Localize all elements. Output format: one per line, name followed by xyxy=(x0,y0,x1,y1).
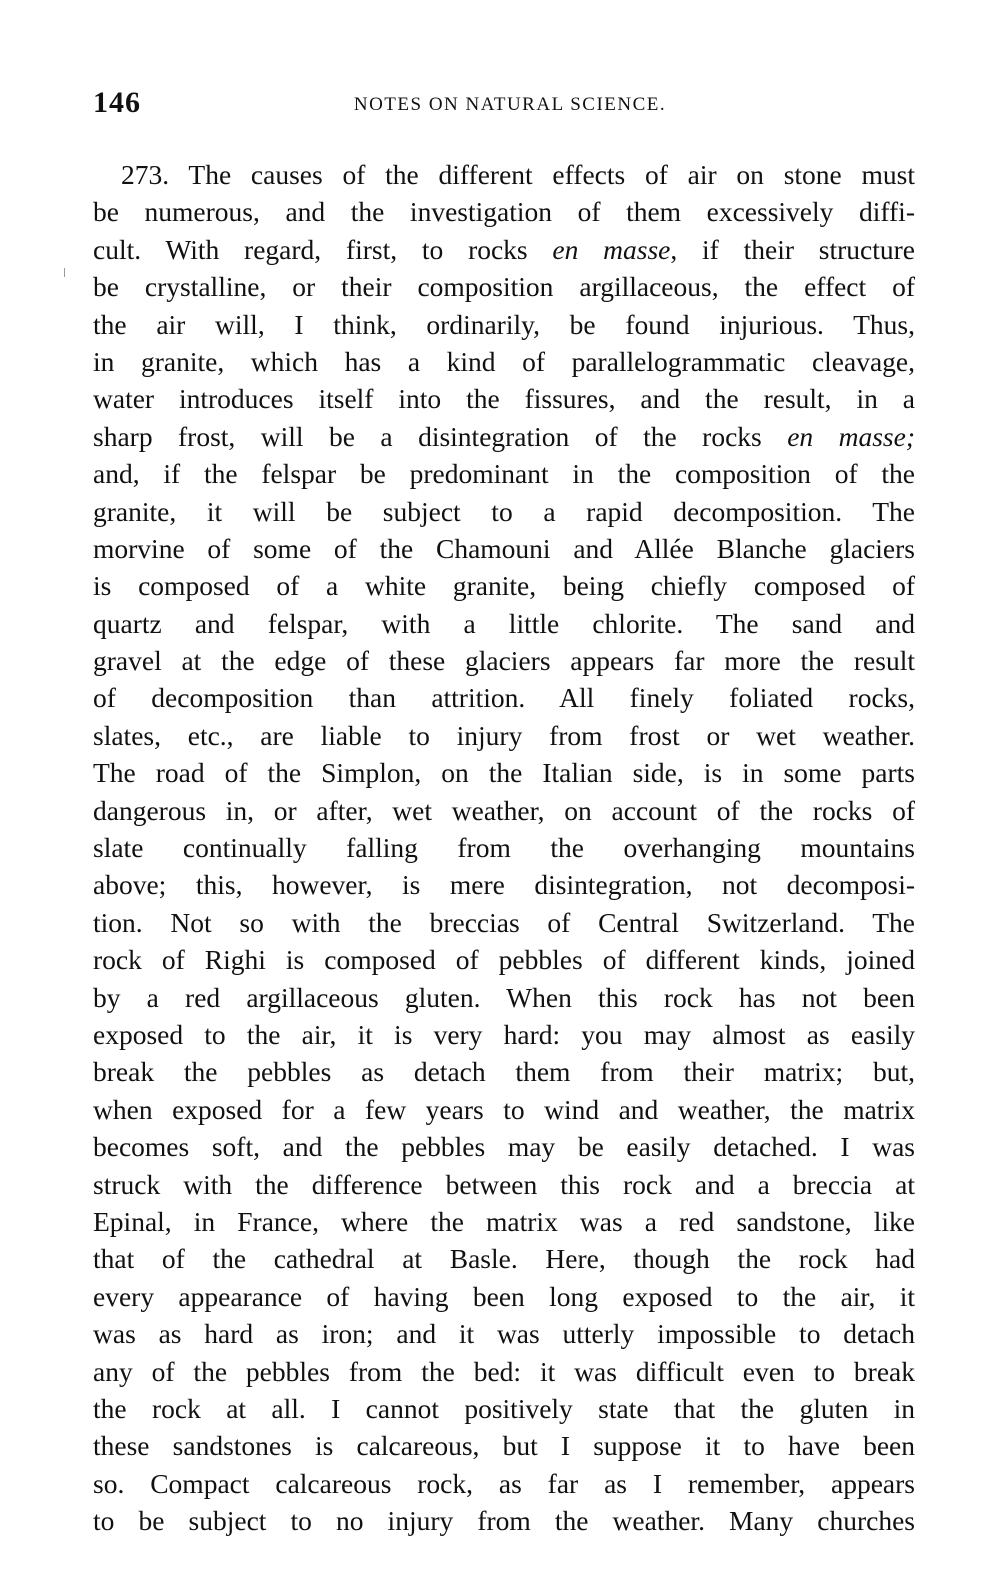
text-segment: cult. With regard, first, to rocks xyxy=(93,233,553,265)
text-segment: of decomposition than attrition. All finely foliated rocks, xyxy=(93,682,915,714)
italic-text: en masse; xyxy=(787,420,915,452)
text-segment: the rock at all. I cannot positively state that the gluten in xyxy=(93,1392,915,1424)
text-line xyxy=(93,567,915,604)
text-line xyxy=(93,1427,915,1464)
text-line xyxy=(93,605,915,642)
text-segment: granite, it will be subject to a rapid decomposition. The xyxy=(93,495,915,527)
text-segment: the air will, I think, ordinarily, be found injurious. Thus, xyxy=(93,308,915,340)
text-segment: that of the cathedral at Basle. Here, though the rock had xyxy=(93,1243,915,1275)
italic-text: en masse xyxy=(552,233,671,265)
text-line xyxy=(93,679,915,716)
text-segment: be numerous, and the investigation of them excessively diffi- xyxy=(93,196,915,228)
text-line xyxy=(93,904,915,941)
text-line xyxy=(93,792,915,829)
text-segment: The road of the Simplon, on the Italian side, is in some parts xyxy=(93,757,915,789)
text-line xyxy=(93,1053,915,1090)
text-segment: morvine of some of the Chamouni and Allée Blanche glaciers xyxy=(93,532,915,564)
text-segment: quartz and felspar, with a little chlorite. The sand and xyxy=(93,607,915,639)
text-segment: Epinal, in France, where the matrix was a red sandstone, like xyxy=(93,1205,915,1237)
text-line xyxy=(93,642,915,679)
text-segment: rock of Righi is composed of pebbles of different kinds, joined xyxy=(93,944,915,976)
text-line xyxy=(93,455,915,492)
text-line xyxy=(93,1353,915,1390)
text-line xyxy=(93,1502,915,1539)
text-segment: slate continually falling from the overhanging mountains xyxy=(93,832,915,864)
text-segment: was as hard as iron; and it was utterly impossible to detach xyxy=(93,1318,915,1350)
page-number: 146 xyxy=(93,86,141,119)
text-segment: becomes soft, and the pebbles may be easily detached. I was xyxy=(93,1131,915,1163)
text-line xyxy=(93,380,915,417)
text-line xyxy=(93,1203,915,1240)
text-segment: to be subject to no injury from the weather. Many churches xyxy=(93,1505,915,1537)
text-segment: exposed to the air, it is very hard: you may almost as easily xyxy=(93,1018,915,1050)
paragraph-273 xyxy=(93,156,915,1539)
text-line xyxy=(93,231,915,268)
text-segment: struck with the difference between this rock and a breccia at xyxy=(93,1168,915,1200)
text-line xyxy=(93,306,915,343)
text-segment: slates, etc., are liable to injury from frost or wet weather. xyxy=(93,719,915,751)
text-line xyxy=(93,1240,915,1277)
text-segment: any of the pebbles from the bed: it was difficult even to break xyxy=(93,1355,915,1387)
running-head xyxy=(93,86,915,122)
text-line xyxy=(93,754,915,791)
text-segment: is composed of a white granite, being chiefly composed of xyxy=(93,570,915,602)
text-line xyxy=(93,193,915,230)
text-line xyxy=(93,1166,915,1203)
text-line xyxy=(93,418,915,455)
text-line xyxy=(93,1465,915,1502)
text-segment: so. Compact calcareous rock, as far as I remember, appears xyxy=(93,1467,915,1499)
text-line xyxy=(93,1390,915,1427)
text-line xyxy=(93,1278,915,1315)
text-line xyxy=(93,829,915,866)
text-segment: gravel at the edge of these glaciers appears far more the result xyxy=(93,645,915,677)
text-line xyxy=(93,941,915,978)
margin-mark xyxy=(64,268,65,277)
text-line xyxy=(93,866,915,903)
text-segment: and, if the felspar be predominant in the composition of the xyxy=(93,458,915,490)
text-line xyxy=(93,717,915,754)
text-segment: , if their structure xyxy=(670,233,916,265)
text-segment: break the pebbles as detach them from their matrix; but, xyxy=(93,1056,915,1088)
text-segment: every appearance of having been long exposed to the air, it xyxy=(93,1280,915,1312)
text-line xyxy=(93,343,915,380)
text-line xyxy=(93,1128,915,1165)
running-title: NOTES ON NATURAL SCIENCE. xyxy=(353,94,667,115)
text-line xyxy=(93,1315,915,1352)
text-line xyxy=(93,1091,915,1128)
text-line xyxy=(93,530,915,567)
text-segment: by a red argillaceous gluten. When this rock has not been xyxy=(93,981,915,1013)
text-segment: be crystalline, or their composition argillaceous, the effect of xyxy=(93,271,915,303)
text-segment: above; this, however, is mere disintegration, not decomposi- xyxy=(93,869,915,901)
text-segment: water introduces itself into the fissures, and the result, in a xyxy=(93,383,915,415)
text-segment: 273. The causes of the different effects of air on stone must xyxy=(121,159,915,190)
text-segment: dangerous in, or after, wet weather, on account of the rocks of xyxy=(93,794,915,826)
text-segment: when exposed for a few years to wind and weather, the matrix xyxy=(93,1093,915,1125)
text-line xyxy=(93,156,915,193)
text-line xyxy=(93,979,915,1016)
text-segment: these sandstones is calcareous, but I suppose it to have been xyxy=(93,1430,915,1462)
text-line xyxy=(93,493,915,530)
text-line xyxy=(93,268,915,305)
text-line xyxy=(93,1016,915,1053)
text-segment: in granite, which has a kind of parallelogrammatic cleavage, xyxy=(93,345,915,377)
text-segment: sharp frost, will be a disintegration of the rocks xyxy=(93,420,788,452)
text-segment: tion. Not so with the breccias of Central Switzerland. The xyxy=(93,906,915,938)
